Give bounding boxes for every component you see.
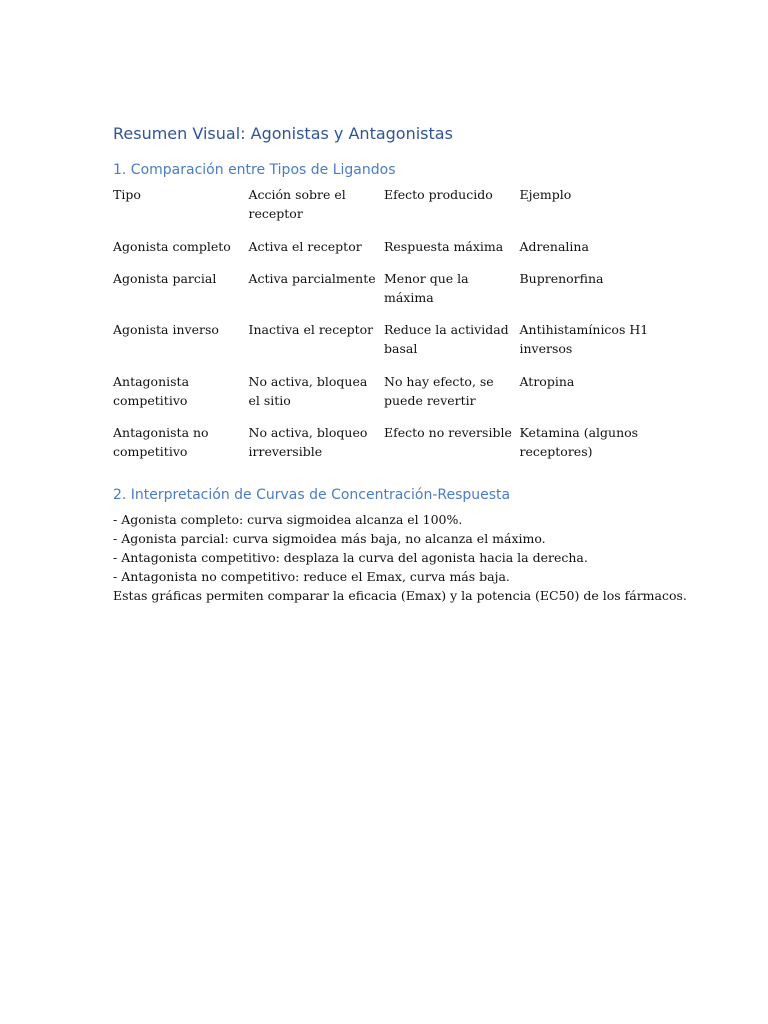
table-cell: Agonista inverso bbox=[113, 322, 219, 337]
table-header-cell: Acción sobre el receptor bbox=[248, 187, 346, 221]
table-cell: Antagonista no competitivo bbox=[113, 425, 209, 459]
table-cell: Efecto no reversible bbox=[384, 425, 512, 440]
summary-paragraph: Estas gráficas permiten comparar la eficacia (Emax) y la potencia (EC50) de los fármacos. bbox=[113, 588, 687, 603]
table-cell: Antagonista competitivo bbox=[113, 374, 190, 408]
list-item: - Antagonista competitivo: desplaza la curva del agonista hacia la derecha. bbox=[113, 550, 588, 565]
table-row bbox=[113, 423, 658, 463]
table-cell: No hay efecto, se puede revertir bbox=[384, 374, 494, 408]
table-cell: No activa, bloquea el sitio bbox=[248, 374, 368, 408]
table-row bbox=[113, 372, 658, 423]
table-cell: Respuesta máxima bbox=[384, 239, 504, 254]
ligand-comparison-table bbox=[113, 185, 658, 463]
concentration-response-notes bbox=[113, 510, 687, 605]
table-header-cell: Ejemplo bbox=[519, 187, 572, 202]
table-cell: Ketamina (algunos receptores) bbox=[519, 425, 639, 459]
section-heading-ligand-comparison: 1. Comparación entre Tipos de Ligandos bbox=[113, 162, 396, 178]
list-item: - Agonista parcial: curva sigmoidea más baja, no alcanza el máximo. bbox=[113, 531, 546, 546]
table-header-cell: Tipo bbox=[113, 187, 141, 202]
table-row bbox=[113, 269, 658, 320]
table-cell: Inactiva el receptor bbox=[248, 322, 374, 337]
list-item: - Agonista completo: curva sigmoidea alcanza el 100%. bbox=[113, 512, 463, 527]
list-item: - Antagonista no competitivo: reduce el Emax, curva más baja. bbox=[113, 569, 510, 584]
table-cell: No activa, bloqueo irreversible bbox=[248, 425, 368, 459]
table-cell: Menor que la máxima bbox=[384, 271, 469, 305]
table-header-row bbox=[113, 185, 658, 237]
table-cell: Activa parcialmente bbox=[248, 271, 376, 286]
table-cell: Buprenorfina bbox=[519, 271, 604, 286]
table-cell: Agonista parcial bbox=[113, 271, 217, 286]
table-cell: Adrenalina bbox=[519, 239, 589, 254]
table-cell: Agonista completo bbox=[113, 239, 231, 254]
table-row bbox=[113, 237, 658, 269]
section-heading-concentration-response: 2. Interpretación de Curvas de Concentración-Respuesta bbox=[113, 487, 511, 503]
table-header-cell: Efecto producido bbox=[384, 187, 493, 202]
table-cell: Atropina bbox=[519, 374, 575, 389]
table-row bbox=[113, 320, 658, 372]
document-title: Resumen Visual: Agonistas y Antagonistas bbox=[113, 124, 453, 143]
table-cell: Activa el receptor bbox=[248, 239, 362, 254]
table-cell: Antihistamínicos H1 inversos bbox=[519, 322, 649, 356]
table-cell: Reduce la actividad basal bbox=[384, 322, 509, 356]
